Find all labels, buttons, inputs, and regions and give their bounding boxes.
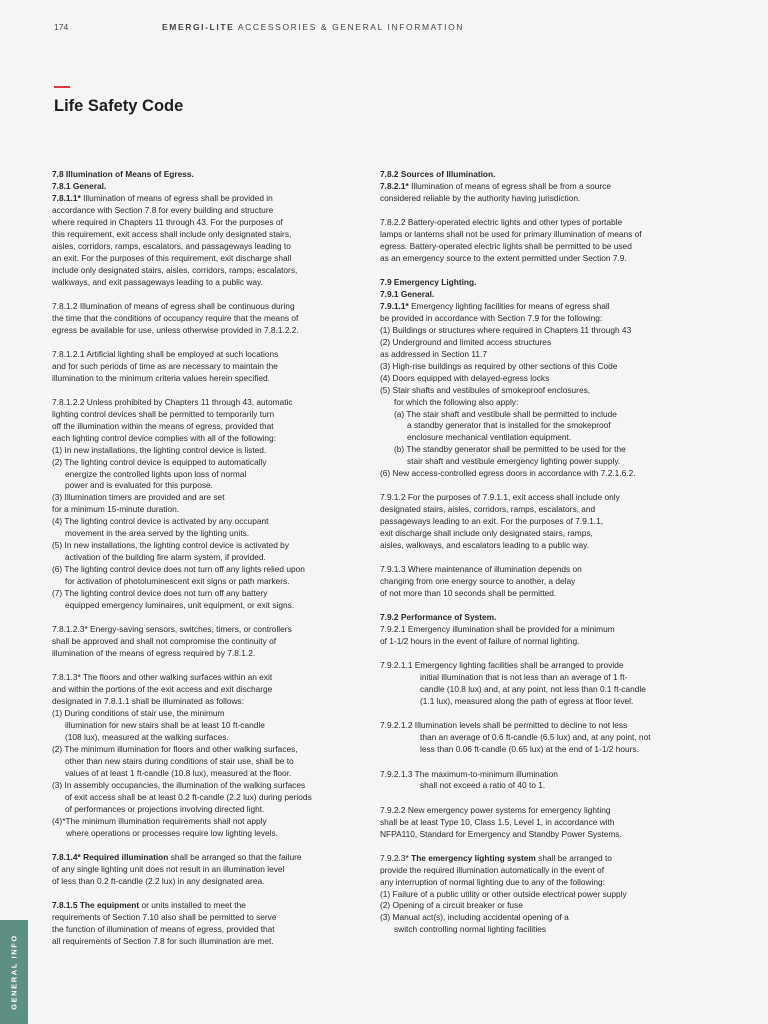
- paragraph: [380, 805, 698, 841]
- text-line: [52, 576, 370, 588]
- text-line: [52, 361, 370, 373]
- text-run: 7.8.1.2 Illumination of means of egress shall be continuous during: [52, 300, 295, 311]
- paragraph: [52, 397, 370, 612]
- paragraph: [380, 169, 698, 205]
- text-line: [52, 636, 370, 648]
- text-run: activation of the building fire alarm system, if provided.: [65, 552, 266, 563]
- text-run: of any single lighting unit does not result in an illumination level: [52, 863, 285, 874]
- text-line: [52, 792, 370, 804]
- text-run: walkways, and exit passageways leading to a public way.: [52, 276, 263, 287]
- text-line: [52, 672, 370, 684]
- text-run: (a) The stair shaft and vestibule shall be permitted to include: [394, 408, 617, 419]
- text-line: [52, 349, 370, 361]
- text-line: [52, 900, 370, 912]
- text-run: (3) High-rise buildings as required by other sections of this Code: [380, 360, 618, 371]
- text-line: [52, 780, 370, 792]
- text-run: this requirement, exit access shall include only designated stairs,: [52, 228, 292, 239]
- text-line: [52, 313, 370, 325]
- text-line: [380, 696, 698, 708]
- text-line: [380, 540, 698, 552]
- text-line: [380, 313, 698, 325]
- text-line: [380, 456, 698, 468]
- text-line: [380, 397, 698, 409]
- text-line: [52, 205, 370, 217]
- text-run: the function of illumination of means of egress, provided that: [52, 923, 275, 934]
- text-run: (2) Opening of a circuit breaker or fuse: [380, 900, 523, 911]
- text-line: [380, 612, 698, 624]
- text-run: shall be approved and shall not compromise the continuity of: [52, 636, 277, 647]
- text-line: [380, 684, 698, 696]
- text-run: an exit. For the purposes of this requirement, exit discharge shall: [52, 252, 292, 263]
- text-line: [52, 732, 370, 744]
- text-run: 7.9.2.1.3 The maximum-to-minimum illumination: [380, 768, 558, 779]
- text-line: [380, 865, 698, 877]
- bold-run: 7.9 Emergency Lighting.: [380, 277, 477, 288]
- text-line: [52, 624, 370, 636]
- text-line: [380, 624, 698, 636]
- text-run: less than 0.06 ft-candle (0.65 lux) at the end of 1-1/2 hours.: [420, 744, 639, 755]
- text-line: [380, 780, 698, 792]
- text-run: (1) Failure of a public utility or other outside electrical power supply: [380, 888, 627, 899]
- text-line: [380, 829, 698, 841]
- text-run: equipped emergency luminaires, unit equipment, or exit signs.: [65, 600, 295, 611]
- text-line: [52, 445, 370, 457]
- text-run: egress. Battery-operated electric lights shall be permitted to be used: [380, 240, 632, 251]
- text-line: [52, 876, 370, 888]
- text-run: accordance with Section 7.8 for every building and structure: [52, 204, 274, 215]
- text-line: [380, 420, 698, 432]
- paragraph: [380, 564, 698, 600]
- bold-run: 7.8.1.4* Required illumination: [52, 851, 169, 862]
- text-line: [380, 900, 698, 912]
- text-run: 7.9.1.2 For the purposes of 7.9.1.1, exit access shall include only: [380, 492, 620, 503]
- text-run: (4) The lighting control device is activated by any occupant: [52, 516, 269, 527]
- text-run: illumination to the minimum criteria values herein specified.: [52, 372, 270, 383]
- text-run: (3) In assembly occupancies, the illumination of the walking surfaces: [52, 779, 306, 790]
- title-accent-bar: [54, 86, 70, 88]
- text-line: [380, 301, 698, 313]
- text-line: [52, 852, 370, 864]
- text-line: [52, 457, 370, 469]
- text-run: be provided in accordance with Section 7.9 for the following:: [380, 312, 603, 323]
- text-line: [52, 169, 370, 181]
- text-run: of 1-1/2 hours in the event of failure of normal lighting.: [380, 636, 580, 647]
- text-line: [52, 193, 370, 205]
- bold-run: 7.8.2.1*: [380, 180, 409, 191]
- text-line: [380, 672, 698, 684]
- text-line: [52, 696, 370, 708]
- text-run: 7.8.1.2.1 Artificial lighting shall be employed at such locations: [52, 348, 279, 359]
- text-run: for activation of photoluminescent exit signs or path markers.: [65, 576, 290, 587]
- text-run: shall be at least Type 10, Class 1.5, Level 1, in accordance with: [380, 816, 615, 827]
- text-line: [380, 853, 698, 865]
- right-column: [380, 169, 698, 949]
- paragraph: [380, 612, 698, 648]
- text-run: 7.8.1.3* The floors and other walking surfaces within an exit: [52, 672, 273, 683]
- text-run: 7.9.2.2 New emergency power systems for emergency lighting: [380, 804, 611, 815]
- text-line: [380, 504, 698, 516]
- text-line: [380, 193, 698, 205]
- text-line: [380, 432, 698, 444]
- text-line: [380, 769, 698, 781]
- text-run: where operations or processes require low lighting levels.: [66, 827, 278, 838]
- text-line: [52, 936, 370, 948]
- text-line: [52, 744, 370, 756]
- text-run: include only designated stairs, aisles, corridors, ramps, escalators,: [52, 264, 298, 275]
- text-run: 7.9.2.1.2 Illumination levels shall be permitted to decline to not less: [380, 720, 628, 731]
- text-run: aisles, walkways, and escalators leading to a public way.: [380, 540, 590, 551]
- text-line: [380, 289, 698, 301]
- text-line: [380, 409, 698, 421]
- bold-run: The emergency lighting system: [411, 852, 536, 863]
- text-run: (6) The lighting control device does not turn off any lights relied upon: [52, 564, 305, 575]
- text-run: of not more than 10 seconds shall be permitted.: [380, 588, 557, 599]
- text-run: exit discharge shall include only designated stairs, ramps,: [380, 528, 593, 539]
- paragraph: [380, 660, 698, 708]
- text-line: [380, 169, 698, 181]
- text-line: [52, 756, 370, 768]
- text-line: [380, 912, 698, 924]
- text-run: than an average of 0.6 ft-candle (6.5 lux) and, at any point, not: [420, 732, 651, 743]
- text-line: [52, 504, 370, 516]
- paragraph: [52, 672, 370, 839]
- text-line: [380, 241, 698, 253]
- running-header: [162, 22, 464, 32]
- text-run: 7.9.1.3 Where maintenance of illumination depends on: [380, 564, 582, 575]
- text-run: aisles, corridors, ramps, escalators, and passageways leading to: [52, 240, 291, 251]
- text-run: for a minimum 15-minute duration.: [52, 504, 180, 515]
- bold-run: 7.8.1.5 The equipment: [52, 899, 140, 910]
- text-run: 7.8.1.2.2 Unless prohibited by Chapters 11 through 43, automatic: [52, 396, 293, 407]
- bold-run: 7.8 Illumination of Means of Egress.: [52, 169, 194, 179]
- text-run: candle (10.8 lux) and, at any point, not less than 0.1 ft-candle: [420, 684, 646, 695]
- text-run: or units installed to meet the: [139, 899, 246, 910]
- text-run: a standby generator that is installed for the smokeproof: [407, 420, 611, 431]
- text-run: as an emergency source to the extent permitted under Section 7.9.: [380, 252, 627, 263]
- text-line: [380, 564, 698, 576]
- text-line: [380, 325, 698, 337]
- text-run: of less than 0.2 ft-candle (2.2 lux) in any designated area.: [52, 875, 265, 886]
- text-run: of performances or projections involving directed light.: [65, 803, 265, 814]
- text-line: [380, 576, 698, 588]
- text-run: 7.8.1.2.3* Energy-saving sensors, switches, timers, or controllers: [52, 624, 292, 635]
- text-run: stair shaft and vestibule emergency lighting power supply.: [407, 456, 621, 467]
- text-line: [52, 864, 370, 876]
- text-line: [52, 720, 370, 732]
- text-run: the time that the conditions of occupancy require that the means of: [52, 312, 299, 323]
- text-run: shall be arranged to: [535, 852, 612, 863]
- text-line: [52, 600, 370, 612]
- paragraph: [52, 349, 370, 385]
- text-run: Emergency lighting facilities for means of egress shall: [408, 300, 610, 311]
- text-line: [380, 877, 698, 889]
- paragraph: [380, 217, 698, 265]
- text-line: [52, 516, 370, 528]
- text-run: (5) Stair shafts and vestibules of smokeproof enclosures,: [380, 384, 591, 395]
- text-line: [380, 337, 698, 349]
- text-line: [52, 540, 370, 552]
- paragraph: [52, 852, 370, 888]
- text-run: designated stairs, aisles, corridors, ramps, escalators, and: [380, 504, 596, 515]
- text-run: considered reliable by the authority having jurisdiction.: [380, 192, 581, 203]
- text-run: 7.8.2.2 Battery-operated electric lights and other types of portable: [380, 217, 623, 228]
- text-line: [52, 277, 370, 289]
- text-run: (6) New access-controlled egress doors in accordance with 7.2.1.6.2.: [380, 468, 636, 479]
- text-run: (3) Manual act(s), including accidental opening of a: [380, 912, 569, 923]
- text-line: [380, 444, 698, 456]
- text-line: [380, 889, 698, 901]
- text-run: all requirements of Section 7.8 for such illumination are met.: [52, 935, 274, 946]
- page-number: 174: [54, 22, 69, 32]
- text-run: 7.9.2.1.1 Emergency lighting facilities shall be arranged to provide: [380, 660, 624, 671]
- text-line: [380, 229, 698, 241]
- text-line: [52, 301, 370, 313]
- bold-run: 7.8.1 General.: [52, 180, 107, 191]
- text-run: illumination of the means of egress required by 7.8.1.2.: [52, 648, 256, 659]
- paragraph: [380, 769, 698, 793]
- text-run: other than new stairs during conditions of stair use, shall be to: [65, 755, 294, 766]
- text-run: (3) Illumination timers are provided and are set: [52, 492, 225, 503]
- bold-run: 7.8.1.1*: [52, 192, 81, 203]
- text-line: [52, 528, 370, 540]
- text-run: designated in 7.8.1.1 shall be illuminated as follows:: [52, 696, 245, 707]
- text-run: shall be arranged so that the failure: [168, 851, 302, 862]
- bold-run: 7.9.1.1*: [380, 300, 409, 311]
- text-run: Illumination of means of egress shall be from a source: [408, 180, 611, 191]
- paragraph: [380, 853, 698, 937]
- text-run: off the illumination within the means of egress, provided that: [52, 420, 274, 431]
- text-line: [52, 924, 370, 936]
- page-title: Life Safety Code: [54, 97, 184, 115]
- text-run: (1.1 lux), measured along the path of egress at floor level.: [420, 696, 634, 707]
- text-run: (2) Underground and limited access structures: [380, 336, 552, 347]
- text-run: switch controlling normal lighting facilities: [394, 924, 547, 935]
- section-name: ACCESSORIES & GENERAL INFORMATION: [234, 22, 465, 32]
- text-run: (1) During conditions of stair use, the minimum: [52, 708, 225, 719]
- text-line: [52, 433, 370, 445]
- text-run: and for such periods of time as are necessary to maintain the: [52, 360, 278, 371]
- text-run: requirements of Section 7.10 also shall be permitted to serve: [52, 911, 277, 922]
- text-line: [52, 241, 370, 253]
- text-line: [380, 817, 698, 829]
- text-line: [380, 492, 698, 504]
- text-run: (4)*The minimum illumination requirements shall not apply: [52, 815, 267, 826]
- text-run: movement in the area served by the lighting units.: [65, 528, 250, 539]
- bold-run: 7.8.2 Sources of Illumination.: [380, 169, 496, 179]
- text-line: [380, 349, 698, 361]
- text-run: NFPA110, Standard for Emergency and Standby Power Systems.: [380, 828, 622, 839]
- text-run: changing from one energy source to another, a delay: [380, 576, 576, 587]
- text-line: [52, 217, 370, 229]
- text-run: 7.9.2.3*: [380, 852, 412, 863]
- text-run: lighting control devices shall be permitted to temporarily turn: [52, 408, 275, 419]
- text-line: [380, 373, 698, 385]
- text-run: passageways leading to an exit. For the purposes of 7.9.1.1,: [380, 516, 604, 527]
- text-line: [380, 588, 698, 600]
- text-run: power and is evaluated for this purpose.: [65, 480, 213, 491]
- text-run: (108 lux), measured at the walking surfaces.: [65, 731, 229, 742]
- text-run: 7.9.2.1 Emergency illumination shall be provided for a minimum: [380, 624, 615, 635]
- text-line: [52, 828, 370, 840]
- text-line: [52, 684, 370, 696]
- text-run: (b) The standby generator shall be permitted to be used for the: [394, 444, 626, 455]
- paragraph: [52, 301, 370, 337]
- text-run: provide the required illumination automatically in the event of: [380, 864, 605, 875]
- text-line: [52, 912, 370, 924]
- text-line: [52, 552, 370, 564]
- side-tab: [0, 920, 28, 1024]
- text-run: egress be available for use, unless otherwise provided in 7.8.1.2.2.: [52, 324, 299, 335]
- paragraph: [380, 277, 698, 480]
- text-line: [380, 217, 698, 229]
- text-line: [52, 229, 370, 241]
- text-run: illumination for new stairs shall be at least 10 ft-candle: [65, 720, 265, 731]
- text-line: [52, 181, 370, 193]
- text-line: [380, 924, 698, 936]
- text-line: [52, 708, 370, 720]
- text-run: for which the following also apply:: [394, 396, 519, 407]
- text-line: [52, 421, 370, 433]
- text-line: [52, 373, 370, 385]
- text-run: (4) Doors equipped with delayed-egress locks: [380, 372, 550, 383]
- text-run: any interruption of normal lighting due to any of the following:: [380, 876, 605, 887]
- text-line: [380, 385, 698, 397]
- text-line: [52, 409, 370, 421]
- text-line: [380, 277, 698, 289]
- text-run: (1) Buildings or structures where required in Chapters 11 through 43: [380, 324, 632, 335]
- text-line: [52, 564, 370, 576]
- paragraph: [380, 492, 698, 552]
- text-run: (1) In new installations, the lighting control device is listed.: [52, 444, 267, 455]
- text-line: [380, 805, 698, 817]
- text-run: Illumination of means of egress shall be provided in: [80, 192, 273, 203]
- text-line: [380, 516, 698, 528]
- text-line: [52, 816, 370, 828]
- text-run: where required in Chapters 11 through 43. For the purposes of: [52, 216, 283, 227]
- text-run: lamps or lanterns shall not be used for primary illumination of means of: [380, 229, 642, 239]
- text-line: [380, 528, 698, 540]
- text-run: (2) The minimum illumination for floors and other walking surfaces,: [52, 743, 298, 754]
- text-run: shall not exceed a ratio of 40 to 1.: [420, 780, 546, 791]
- paragraph: [52, 624, 370, 660]
- text-line: [52, 492, 370, 504]
- side-tab-label: GENERAL INFO: [9, 934, 19, 1010]
- text-run: enclosure mechanical ventilation equipment.: [407, 432, 572, 443]
- brand-name: EMERGI-LITE: [162, 22, 235, 32]
- text-line: [52, 325, 370, 337]
- text-run: values of at least 1 ft-candle (10.8 lux), measured at the floor.: [65, 767, 292, 778]
- text-line: [52, 648, 370, 660]
- text-line: [380, 468, 698, 480]
- text-run: and within the portions of the exit access and exit discharge: [52, 684, 273, 695]
- text-run: (5) In new installations, the lighting control device is activated by: [52, 540, 289, 551]
- text-run: each lighting control device complies with all of the following:: [52, 432, 277, 443]
- text-line: [52, 265, 370, 277]
- paragraph: [52, 169, 370, 289]
- text-run: (7) The lighting control device does not turn off any battery: [52, 588, 268, 599]
- text-line: [380, 744, 698, 756]
- text-line: [380, 720, 698, 732]
- text-run: (2) The lighting control device is equipped to automatically: [52, 456, 267, 467]
- bold-run: 7.9.1 General.: [380, 289, 435, 299]
- paragraph: [380, 720, 698, 756]
- text-line: [380, 361, 698, 373]
- text-line: [52, 397, 370, 409]
- text-line: [380, 253, 698, 265]
- text-line: [380, 660, 698, 672]
- text-line: [52, 588, 370, 600]
- bold-run: 7.9.2 Performance of System.: [380, 612, 497, 623]
- text-line: [380, 636, 698, 648]
- text-line: [380, 181, 698, 193]
- text-line: [380, 732, 698, 744]
- text-line: [52, 480, 370, 492]
- text-line: [52, 469, 370, 481]
- left-column: [52, 169, 370, 960]
- text-run: of exit access shall be at least 0.2 ft-candle (2.2 lux) during periods: [65, 791, 312, 802]
- text-line: [52, 768, 370, 780]
- text-line: [52, 253, 370, 265]
- text-run: initial illumination that is not less than an average of 1 ft-: [420, 672, 628, 683]
- text-line: [52, 804, 370, 816]
- text-run: energize the controlled lights upon loss of normal: [65, 468, 247, 479]
- text-run: as addressed in Section 11.7: [380, 348, 487, 359]
- paragraph: [52, 900, 370, 948]
